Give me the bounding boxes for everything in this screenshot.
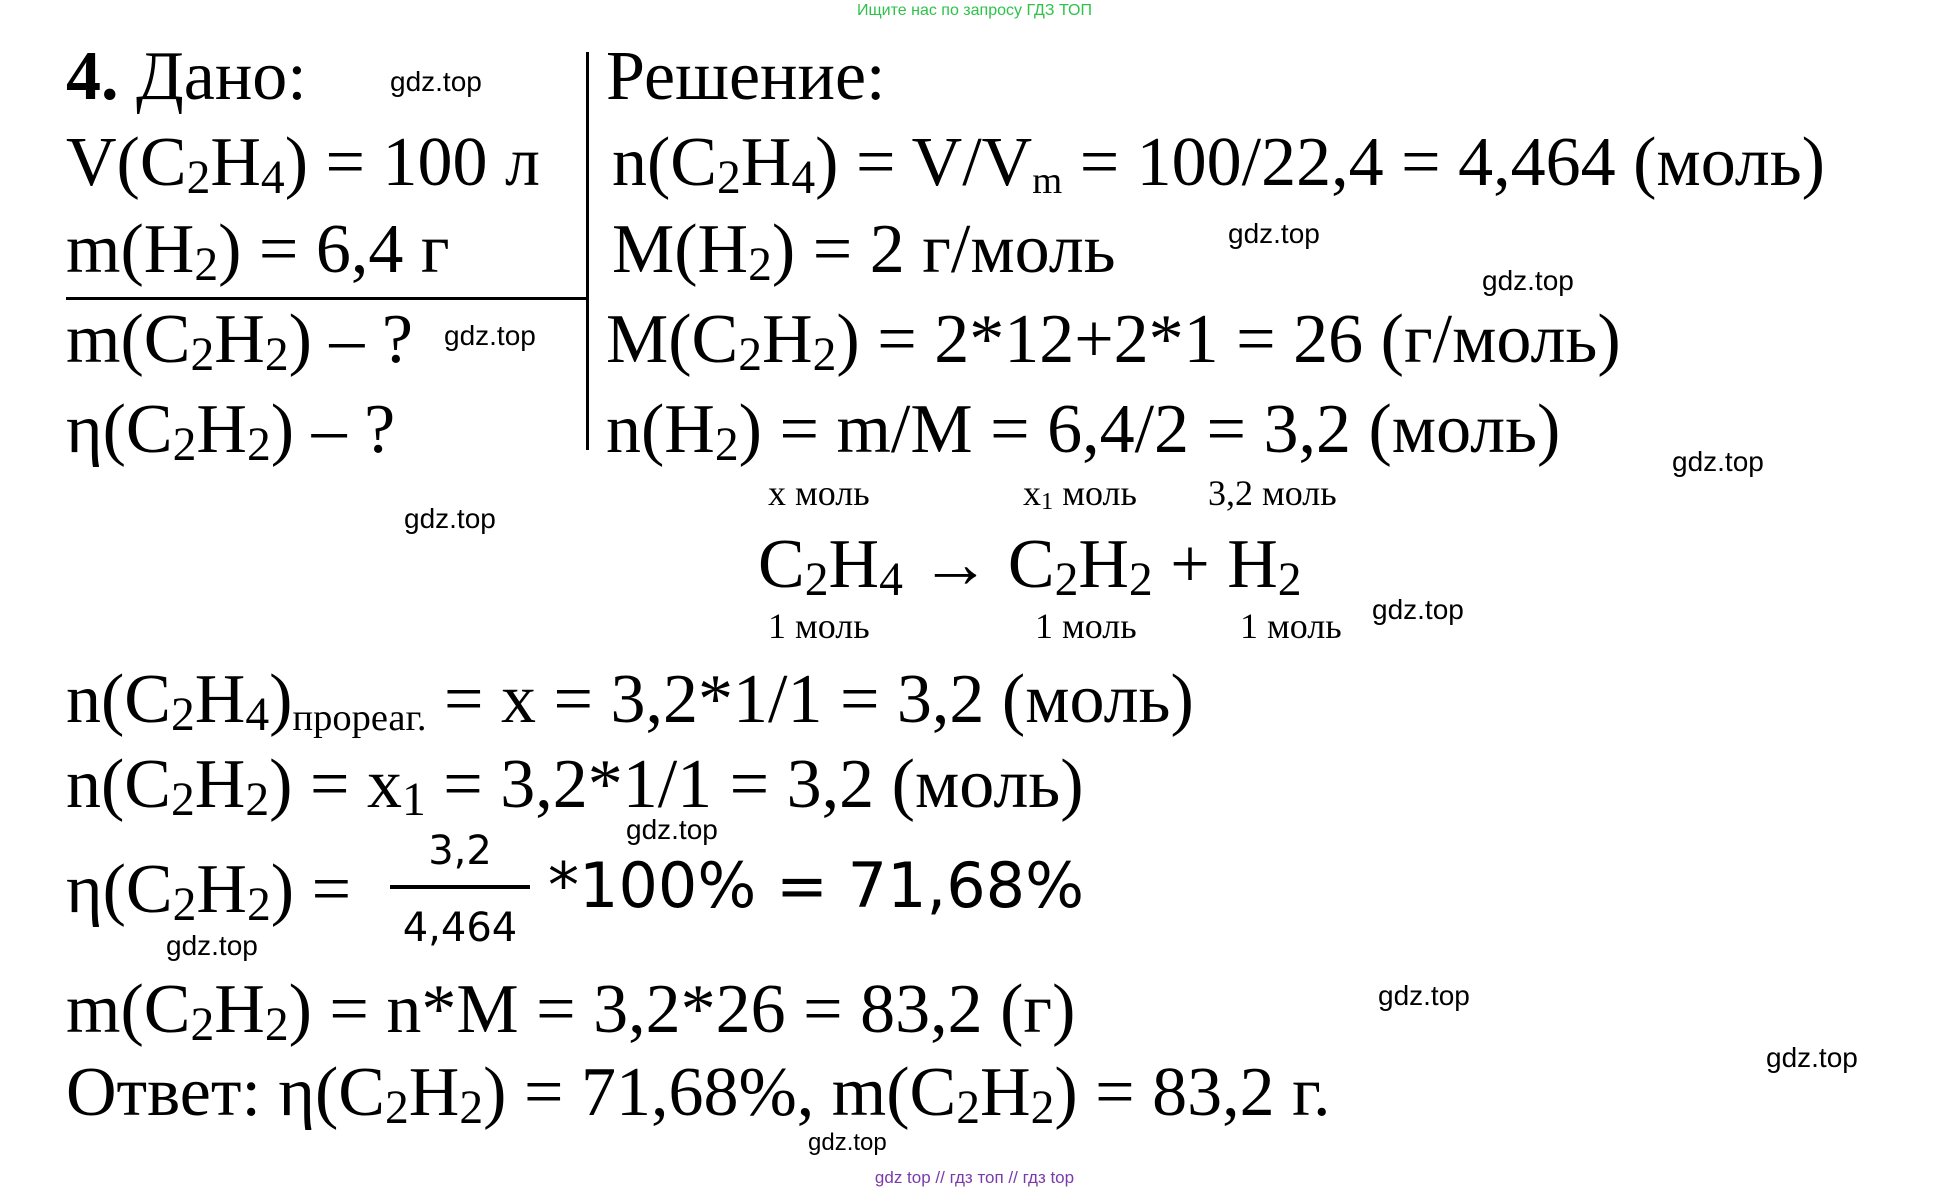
given-mass: m(H2) = 6,4 г [66, 211, 450, 291]
fraction-numerator: 3,2 [428, 828, 492, 874]
solution-line-2: M(H2) = 2 г/моль [612, 211, 1116, 291]
calc-line-4: m(C2H2) = n*M = 3,2*26 = 83,2 (г) [66, 971, 1076, 1051]
given-heading [66, 38, 307, 115]
reaction-below-2: 1 моль [1035, 606, 1137, 646]
given-volume: V(C2H4) = 100 л [66, 124, 540, 204]
calc-line-1: n(C2H4)прореаг. = x = 3,2*1/1 = 3,2 (моль) [66, 661, 1194, 741]
watermark: gdz.top [1482, 265, 1574, 296]
watermark: gdz.top [808, 1129, 887, 1156]
arrow-icon: → [920, 526, 991, 603]
watermark: gdz.top [1672, 446, 1764, 477]
watermark: gdz.top [404, 503, 496, 534]
reaction-below-1: 1 моль [768, 606, 870, 646]
calc-line-3-result: *100% = 71,68% [548, 849, 1085, 922]
solution-line-3: M(C2H2) = 2*12+2*1 = 26 (г/моль) [606, 301, 1621, 381]
solution-title: Решение: [606, 38, 886, 115]
solution-line-4: n(H2) = m/M = 6,4/2 = 3,2 (моль) [606, 391, 1561, 471]
find-yield: η(C2H2) – ? [66, 391, 396, 471]
fraction-denominator: 4,464 [402, 905, 518, 951]
watermark: gdz.top [1372, 594, 1464, 625]
problem-number: 4. [66, 38, 119, 115]
search-banner[interactable]: Ищите нас по запросу ГДЗ ТОП [857, 2, 1092, 19]
watermark: gdz.top [626, 814, 718, 845]
reaction-below-3: 1 моль [1240, 606, 1342, 646]
given-solution-divider [586, 52, 589, 450]
reaction-equation: C2H4 → C2H2 + H2 [758, 526, 1302, 606]
watermark: gdz.top [390, 66, 482, 97]
given-title: Дано: [136, 38, 307, 115]
solution-line-1: n(C2H4) = V/Vm = 100/22,4 = 4,464 (моль) [612, 124, 1825, 204]
reaction-above-2: x1 моль [1023, 473, 1137, 515]
watermark: gdz.top [444, 320, 536, 351]
fraction-bar [390, 885, 530, 889]
footer-links[interactable]: gdz top // гдз топ // гдз top [874, 1168, 1075, 1187]
reaction-above-1: x моль [768, 473, 870, 513]
calc-line-2: n(C2H2) = x1 = 3,2*1/1 = 3,2 (моль) [66, 746, 1084, 826]
watermark: gdz.top [166, 930, 258, 961]
calc-line-3: η(C2H2) = [66, 851, 352, 931]
watermark: gdz.top [1228, 218, 1320, 249]
given-divider [66, 297, 588, 300]
answer-line: Ответ: η(C2H2) = 71,68%, m(C2H2) = 83,2 г. [66, 1054, 1331, 1134]
watermark: gdz.top [1378, 980, 1470, 1011]
watermark: gdz.top [1766, 1042, 1858, 1073]
find-mass: m(C2H2) – ? [66, 301, 413, 381]
reaction-above-3: 3,2 моль [1208, 473, 1337, 513]
